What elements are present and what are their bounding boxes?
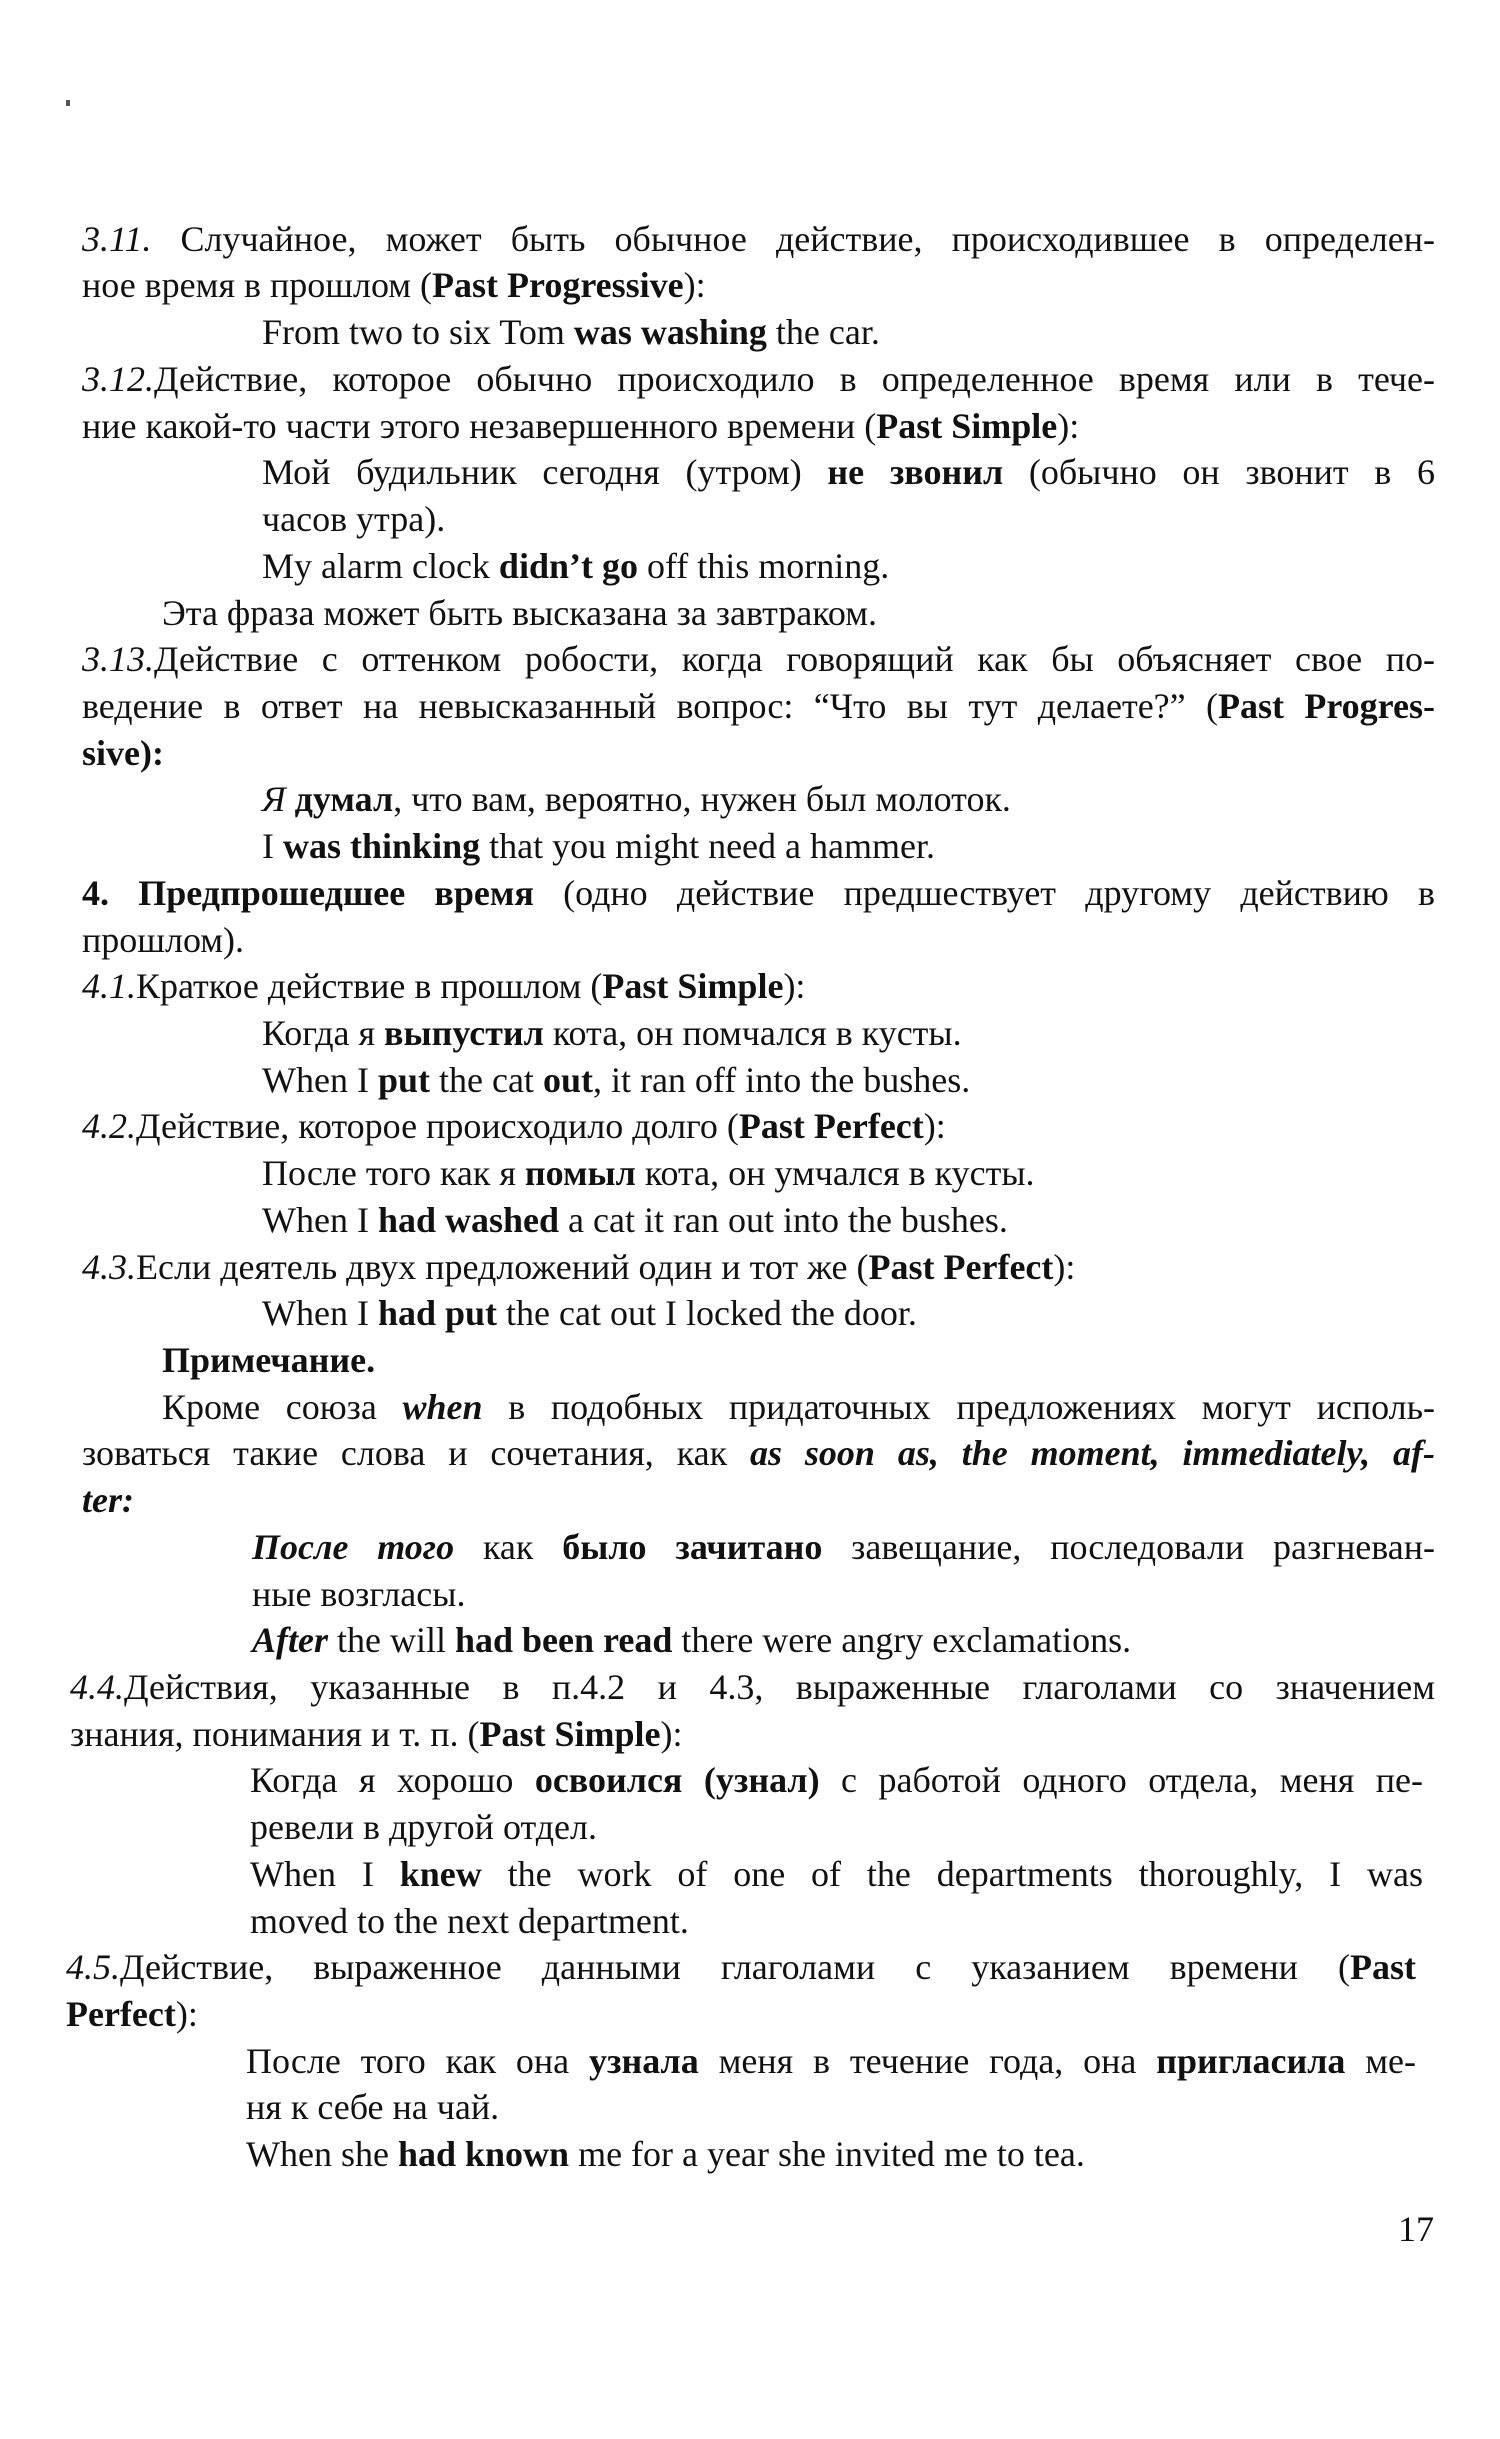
text-segment: the car. <box>766 312 880 352</box>
text-segment: думал <box>294 779 394 819</box>
text-segment: Past Perfect <box>868 1247 1054 1287</box>
text-line <box>262 543 889 589</box>
text-segment: Краткое действие в прошлом ( <box>136 966 603 1006</box>
text-segment: ): <box>660 1714 683 1754</box>
text-line <box>82 1430 1435 1476</box>
text-segment: ные возгласы. <box>252 1574 466 1614</box>
text-segment: put <box>377 1060 430 1100</box>
text-segment: the will <box>328 1620 455 1660</box>
text-segment: the cat out I locked the door. <box>497 1293 917 1333</box>
text-segment: When I <box>262 1060 378 1100</box>
text-line <box>262 823 935 869</box>
text-segment: 3.11. <box>82 219 152 259</box>
text-segment: 3.13. <box>82 639 154 679</box>
text-line <box>162 590 877 636</box>
text-line <box>262 1010 962 1056</box>
text-segment: a cat it ran out into the bushes. <box>559 1200 1008 1240</box>
text-segment: освоился (узнал) <box>534 1760 820 1800</box>
scan-speck <box>66 100 70 106</box>
text-segment: Past <box>1350 1947 1416 1987</box>
text-line <box>262 496 445 542</box>
text-segment: ня к себе на чай. <box>246 2087 500 2127</box>
text-segment: 3.12. <box>82 359 154 399</box>
text-line <box>262 1057 970 1103</box>
text-segment: Действия, указанные в п.4.2 и 4.3, выраженные глаголами со значением <box>124 1667 1435 1707</box>
text-segment: My alarm clock <box>262 546 499 586</box>
text-segment: После того как я <box>262 1153 525 1193</box>
text-segment: ): <box>683 265 706 305</box>
text-segment: After <box>252 1620 328 1660</box>
text-line <box>82 963 805 1009</box>
text-line <box>82 917 244 963</box>
text-line <box>262 776 1011 822</box>
text-segment: sive): <box>82 733 164 773</box>
text-line <box>252 1617 1131 1663</box>
text-line <box>162 1384 1435 1430</box>
text-segment: knew <box>399 1854 482 1894</box>
text-segment: had washed <box>377 1200 560 1240</box>
text-segment: Примечание. <box>162 1340 376 1380</box>
text-segment: ): <box>923 1106 946 1146</box>
text-segment: ): <box>1057 406 1080 446</box>
text-line <box>162 1337 375 1383</box>
text-line <box>82 1244 1075 1290</box>
text-line <box>262 449 1435 495</box>
text-segment: (одно действие предшествует другому действию в <box>533 873 1435 913</box>
text-line <box>246 2038 1416 2084</box>
text-segment: didn’t go <box>498 546 638 586</box>
text-segment: , что вам, вероятно, нужен был молоток. <box>393 779 1011 819</box>
text-segment: From two to six Tom <box>262 312 574 352</box>
text-segment: Past Progres- <box>1218 686 1435 726</box>
text-segment: when <box>402 1387 483 1427</box>
text-segment: was washing <box>573 312 767 352</box>
text-line <box>66 1944 1416 1990</box>
text-segment: выпустил <box>384 1013 544 1053</box>
text-line <box>250 1898 689 1944</box>
text-segment: as soon as, the moment, immediately, af- <box>750 1433 1435 1473</box>
text-segment: When I <box>262 1293 378 1333</box>
text-segment: , it ran off into the bushes. <box>592 1060 971 1100</box>
text-segment: the work of one of the departments thoroughly, I was <box>481 1854 1423 1894</box>
text-line <box>252 1524 1435 1570</box>
text-segment: Past Simple <box>479 1714 661 1754</box>
text-line <box>250 1804 597 1850</box>
text-line <box>250 1851 1423 1897</box>
text-line <box>262 1290 917 1336</box>
text-segment: me for a year she invited me to tea. <box>569 2134 1085 2174</box>
text-segment: ter: <box>82 1480 134 1520</box>
text-segment: Действие, выраженное данными глаголами с указанием времени ( <box>120 1947 1350 1987</box>
text-segment: (обычно он звонит в 6 <box>1003 452 1435 492</box>
page-number: 17 <box>1398 2209 1434 2249</box>
text-segment: После того <box>252 1527 455 1567</box>
text-segment: When I <box>250 1854 400 1894</box>
text-segment: кота, он умчался в кусты. <box>635 1153 1035 1193</box>
text-line <box>82 636 1435 682</box>
text-segment: 4.4. <box>70 1667 124 1707</box>
text-line <box>250 1757 1423 1803</box>
text-segment: When she <box>246 2134 398 2174</box>
text-segment: После того как она <box>246 2041 590 2081</box>
text-segment: moved to the next department. <box>250 1901 689 1941</box>
text-segment: 4.5. <box>66 1947 120 1987</box>
text-segment: off this morning. <box>637 546 890 586</box>
text-segment: прошлом). <box>82 920 245 960</box>
text-segment: Я <box>262 779 295 819</box>
text-line <box>246 2131 1085 2177</box>
text-segment: Мой будильник сегодня (утром) <box>262 452 828 492</box>
text-segment: that you might need a hammer. <box>480 826 935 866</box>
text-segment: Когда я <box>262 1013 385 1053</box>
text-segment: 4.2. <box>82 1106 136 1146</box>
text-segment: the cat <box>429 1060 543 1100</box>
text-segment: had been read <box>454 1620 673 1660</box>
text-segment: знания, понимания и т. п. ( <box>70 1714 480 1754</box>
text-line <box>82 262 706 308</box>
text-segment: с работой одного отдела, меня пе- <box>819 1760 1423 1800</box>
text-segment: в подобных придаточных предложениях могут исполь- <box>482 1387 1435 1427</box>
text-line <box>82 403 1079 449</box>
text-segment: Past Progressive <box>432 265 684 305</box>
text-segment: 4. Предпрошедшее время <box>82 873 534 913</box>
text-segment: 4.3. <box>82 1247 136 1287</box>
text-line <box>82 216 1435 262</box>
text-segment: ние какой-то части этого незавершенного времени ( <box>82 406 877 446</box>
text-segment: Когда я хорошо <box>250 1760 535 1800</box>
text-segment: ное время в прошлом ( <box>82 265 433 305</box>
text-segment: меня в течение года, она <box>698 2041 1157 2081</box>
text-line <box>262 309 880 355</box>
text-line <box>252 1571 465 1617</box>
text-segment: зоваться такие слова и сочетания, как <box>82 1433 750 1473</box>
text-segment: Past Simple <box>876 406 1058 446</box>
text-line <box>262 1197 1008 1243</box>
text-segment: ведение в ответ на невысказанный вопрос: “Что вы тут делаете?” ( <box>82 686 1218 726</box>
text-line <box>82 356 1435 402</box>
text-segment: was thinking <box>283 826 481 866</box>
text-line <box>66 1991 198 2037</box>
text-segment: Past Perfect <box>738 1106 924 1146</box>
text-segment: часов утра). <box>262 499 446 539</box>
text-line <box>70 1664 1435 1710</box>
text-segment: ): <box>175 1994 198 2034</box>
text-line <box>246 2084 499 2130</box>
text-segment: Кроме союза <box>162 1387 403 1427</box>
text-segment: Действие, которое обычно происходило в определенное время или в тече- <box>154 359 1435 399</box>
text-segment: Past Simple <box>602 966 784 1006</box>
text-segment: ): <box>783 966 806 1006</box>
text-segment: had known <box>397 2134 570 2174</box>
text-line <box>70 1711 683 1757</box>
text-segment: Perfect <box>66 1994 176 2034</box>
text-line <box>82 1477 134 1523</box>
text-segment: Если деятель двух предложений один и тот же ( <box>136 1247 869 1287</box>
text-segment: узнала <box>589 2041 699 2081</box>
text-segment: кота, он помчался в кусты. <box>543 1013 962 1053</box>
text-segment: When I <box>262 1200 378 1240</box>
text-segment: Действие, которое происходило долго ( <box>136 1106 739 1146</box>
text-segment: had put <box>377 1293 498 1333</box>
text-line <box>262 1150 1035 1196</box>
text-line <box>82 870 1435 916</box>
text-segment: out <box>542 1060 593 1100</box>
text-segment: было зачитано <box>562 1527 823 1567</box>
text-segment: I <box>262 826 283 866</box>
text-line <box>82 730 164 776</box>
text-segment: как <box>454 1527 563 1567</box>
text-segment: 4.1. <box>82 966 136 1006</box>
text-segment: Действие с оттенком робости, когда говорящий как бы объясняет свое по- <box>154 639 1435 679</box>
text-segment: пригласила <box>1156 2041 1346 2081</box>
text-segment: Эта фраза может быть высказана за завтраком. <box>162 593 878 633</box>
text-segment: ревели в другой отдел. <box>250 1807 597 1847</box>
text-line <box>82 1103 946 1149</box>
text-segment: ): <box>1053 1247 1076 1287</box>
text-segment: ме- <box>1345 2041 1416 2081</box>
text-segment: помыл <box>524 1153 636 1193</box>
text-segment: there were angry exclamations. <box>672 1620 1132 1660</box>
text-segment: Случайное, может быть обычное действие, происходившее в определен- <box>151 219 1435 259</box>
text-line <box>82 683 1435 729</box>
text-segment: не звонил <box>827 452 1004 492</box>
text-segment: завещание, последовали разгневан- <box>822 1527 1435 1567</box>
